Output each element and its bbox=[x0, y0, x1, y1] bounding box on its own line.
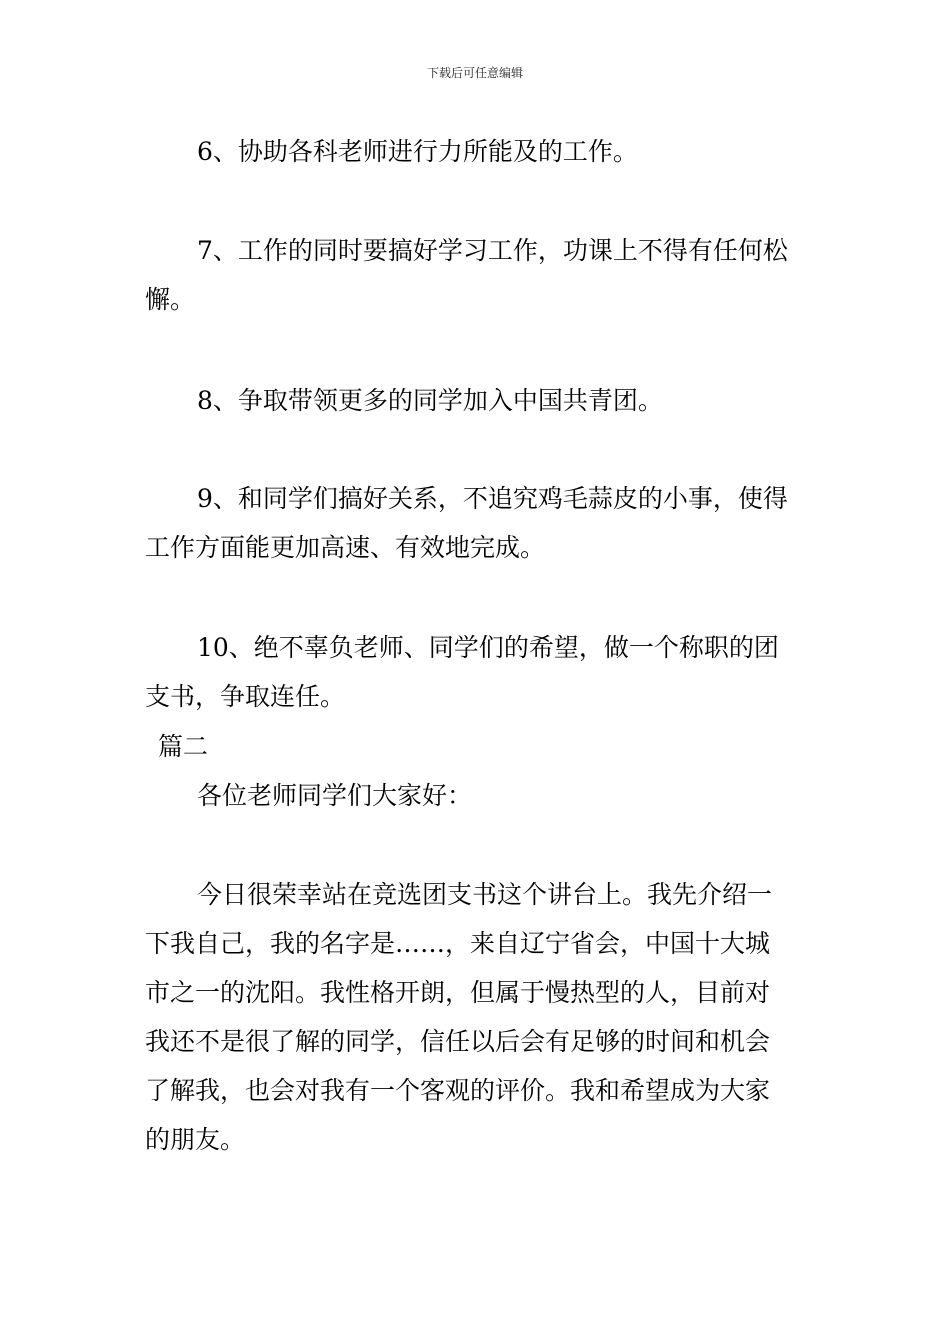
paragraph-line: 8、争取带领更多的同学加入中国共青团。 bbox=[197, 386, 663, 415]
intro-paragraph bbox=[145, 870, 810, 1164]
paragraph-item-9 bbox=[145, 474, 810, 572]
section-title: 篇二 bbox=[158, 732, 209, 761]
paragraph-line: 下我自己，我的名字是……，来自辽宁省会，中国十大城 bbox=[145, 929, 771, 958]
paragraph-line: 市之一的沈阳。我性格开朗，但属于慢热型的人，目前对 bbox=[145, 978, 771, 1007]
page-header: 下载后可任意编辑 bbox=[426, 66, 523, 80]
paragraph-line: 的朋友。 bbox=[145, 1125, 246, 1154]
paragraph-line: 今日很荣幸站在竞选团支书这个讲台上。我先介绍一 bbox=[197, 880, 773, 909]
paragraph-item-10 bbox=[145, 623, 810, 721]
greeting-paragraph bbox=[145, 771, 810, 820]
paragraph-line: 7、工作的同时要搞好学习工作，功课上不得有任何松 bbox=[197, 236, 788, 265]
paragraph-line: 懈。 bbox=[145, 285, 196, 314]
paragraph-line: 9、和同学们搞好关系，不追究鸡毛蒜皮的小事，使得 bbox=[197, 484, 788, 513]
paragraph-item-6 bbox=[145, 127, 810, 176]
paragraph-line: 我还不是很了解的同学，信任以后会有足够的时间和机会 bbox=[145, 1027, 771, 1056]
paragraph-item-7 bbox=[145, 226, 810, 324]
paragraph-line: 了解我，也会对我有一个客观的评价。我和希望成为大家 bbox=[145, 1076, 771, 1105]
paragraph-line: 各位老师同学们大家好： bbox=[197, 781, 473, 810]
paragraph-item-8 bbox=[145, 376, 810, 425]
paragraph-line: 6、协助各科老师进行力所能及的工作。 bbox=[197, 137, 638, 166]
paragraph-line: 工作方面能更加高速、有效地完成。 bbox=[145, 533, 546, 562]
paragraph-line: 支书，争取连任。 bbox=[145, 682, 346, 711]
paragraph-line: 10、绝不辜负老师、同学们的希望，做一个称职的团 bbox=[197, 633, 779, 662]
